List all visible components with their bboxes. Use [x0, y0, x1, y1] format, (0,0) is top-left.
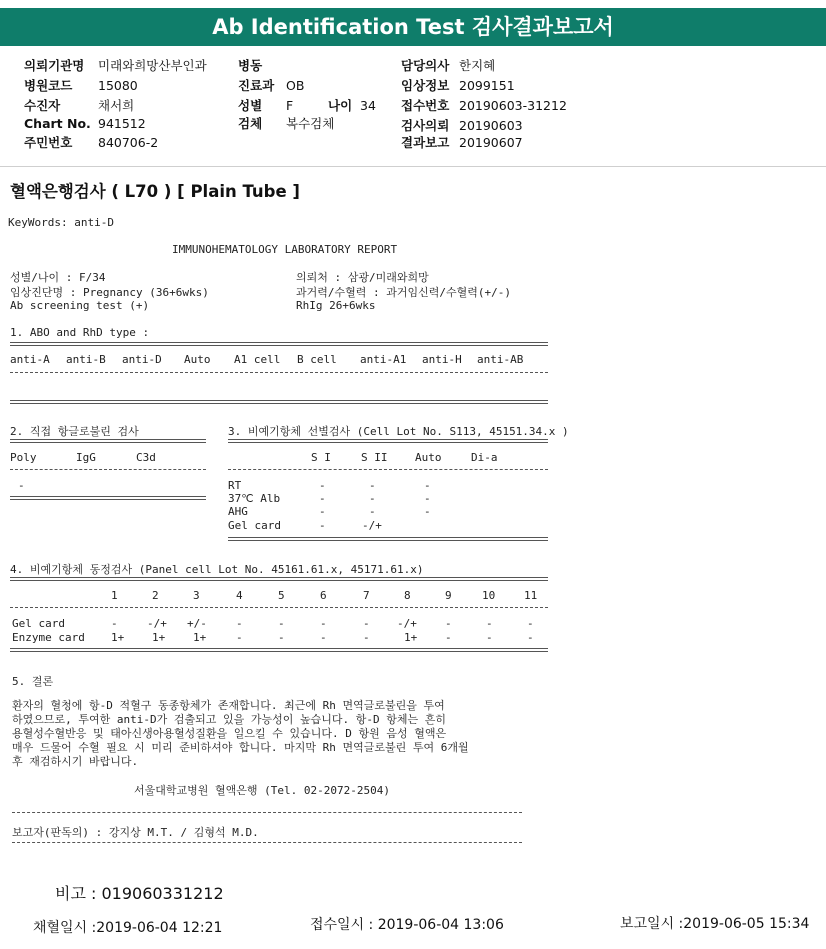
- s3-rule-top: [228, 439, 548, 440]
- conclusion-line-3: 매우 드물어 수혈 필요 시 미리 준비하셔야 합니다. 마지막 Rh 면역글로불린 투여 6개월: [12, 741, 469, 754]
- s4-r0-v9: -: [486, 617, 493, 630]
- s2-rule-bottom: [10, 496, 206, 497]
- section-title: 혈액은행검사 ( L70 ) [ Plain Tube ]: [10, 182, 300, 201]
- s4-r1-v3: -: [236, 631, 243, 644]
- s1-h3: Auto: [184, 353, 211, 366]
- s1-h5: B cell: [297, 353, 337, 366]
- info-left-0: 성별/나이 : F/34: [10, 271, 106, 284]
- s4-r1-v10: -: [527, 631, 534, 644]
- s1-rule-mid: [10, 372, 548, 373]
- info-right-0: 의뢰처 : 삼광/미래와희망: [296, 271, 429, 284]
- s4-h1: 2: [152, 589, 159, 602]
- s4-r0-v6: -: [363, 617, 370, 630]
- conclusion-line-4: 후 재검하시기 바랍니다.: [12, 755, 139, 768]
- s4-h8: 9: [445, 589, 452, 602]
- s4-r1-v0: 1+: [111, 631, 125, 644]
- s4-r0-v4: -: [278, 617, 285, 630]
- s2-h2: C3d: [136, 451, 156, 464]
- s4-r0-v8: -: [445, 617, 452, 630]
- s4-r1-v2: 1+: [193, 631, 207, 644]
- report-title: Ab Identification Test 검사결과보고서: [0, 8, 826, 46]
- s3-r2-v1: -: [369, 505, 376, 518]
- s4-r1-v1: 1+: [152, 631, 166, 644]
- s4-r0-v3: -: [236, 617, 243, 630]
- s2-h1: IgG: [76, 451, 96, 464]
- s2-rule-mid: [10, 469, 206, 470]
- info-right-2: RhIg 26+6wks: [296, 299, 376, 312]
- s3-h2: Auto: [415, 451, 442, 464]
- s1-rule-bottom: [10, 400, 548, 401]
- s3-r1-v1: -: [369, 492, 376, 505]
- s3-h1: S II: [361, 451, 388, 464]
- s3-title: 3. 비예기항체 선별검사 (Cell Lot No. S113, 45151.34.x ): [228, 425, 569, 438]
- s3-r3-label: Gel card: [228, 519, 281, 532]
- s4-h10: 11: [524, 589, 538, 602]
- conclusion-line-2: 용혈성수혈반응 및 태아신생아용혈성질환을 일으킬 수 있습니다. D 항원 음성 혈액은: [12, 727, 447, 740]
- header-col1-row4: 주민번호 840706-2: [24, 135, 159, 150]
- s4-r0-label: Gel card: [12, 617, 65, 630]
- s4-rule-mid: [10, 607, 548, 608]
- info-right-1: 과거력/수혈력 : 과거임신력/수혈력(+/-): [296, 286, 511, 299]
- s1-h7: anti-H: [422, 353, 462, 366]
- s4-h3: 4: [236, 589, 243, 602]
- remark: 비고 : 019060331212: [55, 884, 224, 903]
- s4-title: 4. 비예기항체 동정검사 (Panel cell Lot No. 45161.61.x, 45171.61.x): [10, 563, 424, 576]
- header-col2-row0: 병동: [238, 58, 263, 73]
- s2-rule-top: [10, 439, 206, 440]
- s4-r1-v7: 1+: [404, 631, 418, 644]
- s1-h2: anti-D: [122, 353, 162, 366]
- s4-h6: 7: [363, 589, 370, 602]
- s3-r2-v2: -: [424, 505, 431, 518]
- s1-h6: anti-A1: [360, 353, 407, 366]
- s4-r1-v5: -: [320, 631, 327, 644]
- s3-r3-v1: -/+: [362, 519, 382, 532]
- s3-h3: Di-a: [471, 451, 498, 464]
- s4-r1-v8: -: [445, 631, 452, 644]
- header-col1-row3: Chart No. 941512: [24, 116, 146, 131]
- info-left-2: Ab screening test (+): [10, 299, 150, 312]
- s5-title: 5. 결론: [12, 675, 54, 688]
- reported-time: 보고일시 :2019-06-05 15:34: [620, 916, 810, 932]
- conclusion-line-0: 환자의 혈청에 항-D 적혈구 동종항체가 존재합니다. 최근에 Rh 면역글로불린을 투여: [12, 699, 445, 712]
- s4-r0-v2: +/-: [187, 617, 207, 630]
- header-col2-row1: 진료과 OB: [238, 78, 305, 93]
- s4-rule-bottom: [10, 648, 548, 649]
- s3-r1-label: 37℃ Alb: [228, 492, 281, 505]
- s1-h4: A1 cell: [234, 353, 281, 366]
- s4-rule-top: [10, 577, 548, 578]
- info-left-1: 임상진단명 : Pregnancy (36+6wks): [10, 286, 209, 299]
- s1-rule-top: [10, 342, 548, 343]
- s4-r0-v1: -/+: [147, 617, 167, 630]
- s3-h0: S I: [311, 451, 331, 464]
- s4-h7: 8: [404, 589, 411, 602]
- s1-h0: anti-A: [10, 353, 50, 366]
- s4-r1-v4: -: [278, 631, 285, 644]
- s1-title: 1. ABO and RhD type :: [10, 326, 150, 339]
- s3-r2-v0: -: [319, 505, 326, 518]
- s4-h2: 3: [193, 589, 200, 602]
- s4-r1-v6: -: [363, 631, 370, 644]
- s4-r0-v0: -: [111, 617, 118, 630]
- s3-r0-v1: -: [369, 479, 376, 492]
- s2-v0: -: [18, 479, 25, 492]
- collected-time: 채혈일시 :2019-06-04 12:21: [33, 920, 223, 936]
- header-col3-row4: 결과보고 20190607: [401, 135, 523, 150]
- s4-r0-v10: -: [527, 617, 534, 630]
- s4-r0-v5: -: [320, 617, 327, 630]
- lab-report-title: IMMUNOHEMATOLOGY LABORATORY REPORT: [172, 243, 398, 256]
- s4-h0: 1: [111, 589, 118, 602]
- s2-title: 2. 직접 항글로불린 검사: [10, 425, 139, 438]
- reporter-rule-bottom: [12, 842, 522, 843]
- s4-r1-v9: -: [486, 631, 493, 644]
- s4-r1-label: Enzyme card: [12, 631, 85, 644]
- keywords: KeyWords: anti-D: [8, 216, 114, 229]
- s3-r0-label: RT: [228, 479, 242, 492]
- header-col2-row2: 성별 F: [238, 98, 294, 113]
- s4-h9: 10: [482, 589, 496, 602]
- conclusion-line-1: 하였으므로, 투여한 anti-D가 검출되고 있을 가능성이 높습니다. 항-D 항체는 흔히: [12, 713, 446, 726]
- s4-h5: 6: [320, 589, 327, 602]
- s2-h0: Poly: [10, 451, 37, 464]
- s3-r1-v0: -: [319, 492, 326, 505]
- s3-r1-v2: -: [424, 492, 431, 505]
- s4-r0-v7: -/+: [397, 617, 417, 630]
- s3-rule-bottom: [228, 537, 548, 538]
- s3-r0-v2: -: [424, 479, 431, 492]
- s3-r2-label: AHG: [228, 505, 248, 518]
- s1-h8: anti-AB: [477, 353, 524, 366]
- received-time: 접수일시 : 2019-06-04 13:06: [310, 917, 504, 933]
- s4-h4: 5: [278, 589, 285, 602]
- header-col3-row2: 접수번호 20190603-31212: [401, 98, 567, 113]
- header-age: 나이 34: [328, 98, 376, 113]
- hospital-contact: 서울대학교병원 혈액은행 (Tel. 02-2072-2504): [134, 784, 390, 797]
- header-col3-row3: 검사의뢰 20190603: [401, 118, 523, 133]
- s3-rule-mid: [228, 469, 548, 470]
- reporter: 보고자(판독의) : 강지상 M.T. / 김형석 M.D.: [12, 826, 259, 839]
- reporter-rule-top: [12, 812, 522, 813]
- header-col3-row1: 임상정보 2099151: [401, 78, 515, 93]
- header-col3-row0: 담당의사 한지혜: [401, 58, 496, 73]
- s3-r3-v0: -: [319, 519, 326, 532]
- header-col1-row0: 의뢰기관명 미래와희망산부인과: [24, 58, 207, 73]
- s3-r0-v0: -: [319, 479, 326, 492]
- header-col1-row2: 수진자 채서희: [24, 98, 135, 113]
- s1-h1: anti-B: [66, 353, 106, 366]
- header-col1-row1: 병원코드 15080: [24, 78, 138, 93]
- header-col2-row3: 검체 복수검체: [238, 116, 335, 131]
